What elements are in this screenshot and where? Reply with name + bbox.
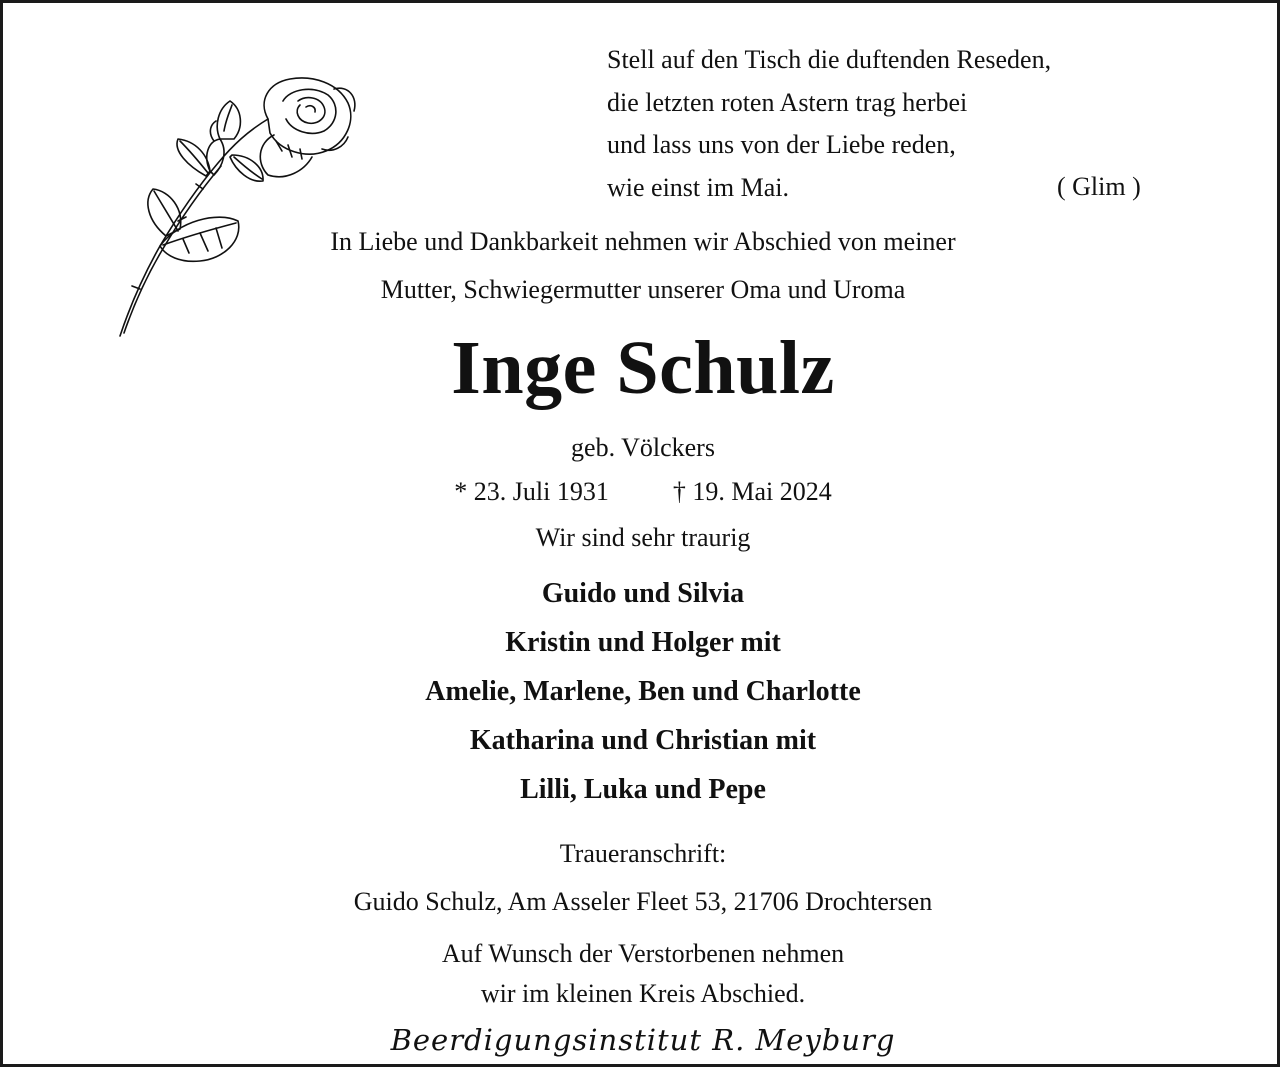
family-line: Kristin und Holger mit xyxy=(505,627,781,658)
poem-line: Stell auf den Tisch die duftenden Reseden, xyxy=(607,45,1052,74)
deceased-name: Inge Schulz xyxy=(451,326,835,410)
family-line: Lilli, Luka und Pepe xyxy=(520,774,766,805)
poem-line: die letzten roten Astern trag herbei xyxy=(607,87,968,117)
family-line: Katharina und Christian mit xyxy=(469,725,817,756)
intro-line-1: In Liebe und Dankbarkeit nehmen wir Abschied von meiner xyxy=(330,227,956,256)
maiden-name: geb. Völckers xyxy=(571,433,715,462)
funeral-home-signature: Beerdigungsinstitut R. Meyburg xyxy=(390,1023,896,1057)
family-line: Guido und Silvia xyxy=(541,578,745,609)
address-label: Traueranschrift: xyxy=(559,839,727,868)
life-dates xyxy=(3,477,1280,507)
birth-date: * 23. Juli 1931 xyxy=(454,477,609,506)
poem-line: wie einst im Mai. xyxy=(607,172,789,202)
wish-line-1: Auf Wunsch der Verstorbenen nehmen xyxy=(441,939,845,968)
poem-attribution: ( Glim ) xyxy=(1057,172,1141,201)
wish-line-2: wir im kleinen Kreis Abschied. xyxy=(480,979,806,1008)
poem xyxy=(607,39,1167,209)
mourning-note: Wir sind sehr traurig xyxy=(535,523,751,552)
address-value: Guido Schulz, Am Asseler Fleet 53, 21706 Drochtersen xyxy=(353,887,933,916)
intro-line-2: Mutter, Schwiegermutter unserer Oma und Uroma xyxy=(380,275,906,304)
death-date: † 19. Mai 2024 xyxy=(672,477,832,506)
poem-line: und lass uns von der Liebe reden, xyxy=(607,130,956,159)
family-line: Amelie, Marlene, Ben und Charlotte xyxy=(425,676,861,707)
